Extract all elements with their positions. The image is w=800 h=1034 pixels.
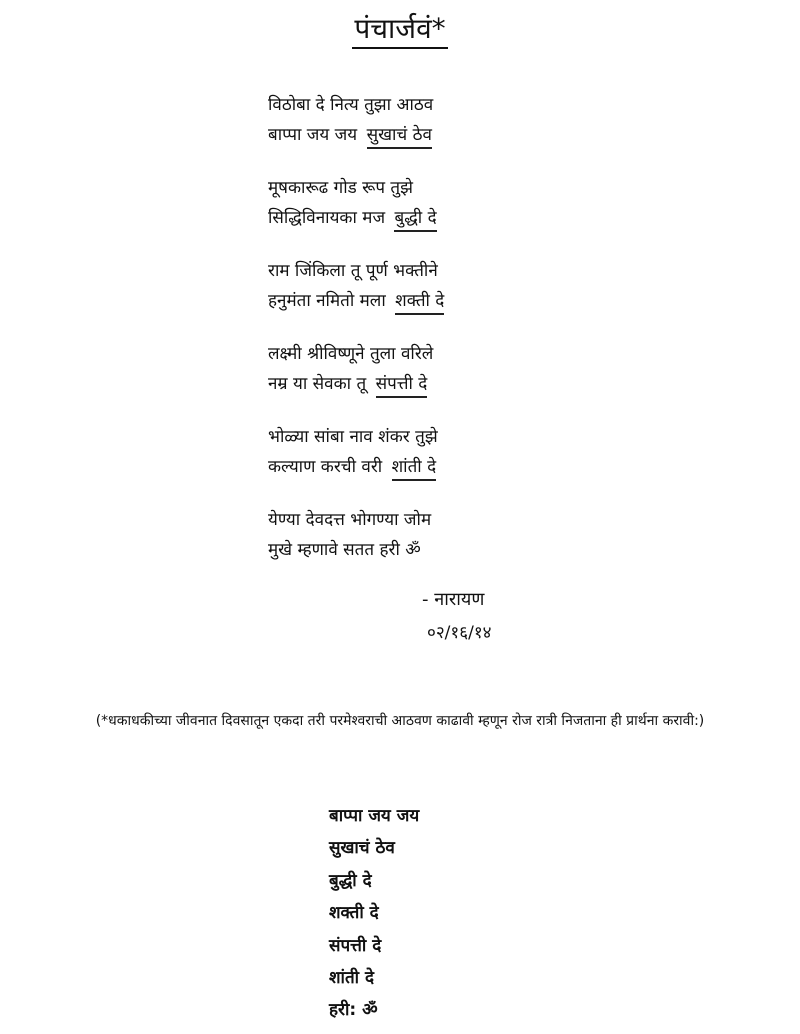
poem-line xyxy=(268,203,528,233)
poem-line: येण्या देवदत्त भोगण्या जोम xyxy=(268,510,432,530)
poem-line xyxy=(268,286,528,316)
emphasized-phrase: शक्ती दे xyxy=(395,289,444,315)
poem-stanza-1 xyxy=(268,90,528,150)
poem-line xyxy=(268,452,528,482)
poem-line: राम जिंकिला तू पूर्ण भक्तीने xyxy=(268,261,438,281)
poem-line-text: कल्याण करची वरी xyxy=(268,457,383,477)
poem-line xyxy=(268,369,528,399)
poem-line xyxy=(268,120,528,150)
poem-line-text: बाप्पा जय जय xyxy=(268,125,358,145)
poem-title xyxy=(0,12,800,49)
poem-body xyxy=(268,90,528,588)
poem-line: मुखे म्हणावे सतत हरी ॐ xyxy=(268,540,421,560)
summary-item: शांती दे xyxy=(329,968,375,989)
emphasized-phrase: सुखाचं ठेव xyxy=(367,123,432,149)
poem-title-text: पंचार्जवं* xyxy=(352,12,447,49)
poem-line-text: नम्र या सेवका तू xyxy=(268,374,367,394)
poem-line-text: हनुमंता नमितो मला xyxy=(268,291,386,311)
poem-stanza-5 xyxy=(268,422,528,482)
summary-item: बुद्धी दे xyxy=(329,870,372,891)
emphasized-phrase: बुद्धी दे xyxy=(394,206,436,232)
poem-line: लक्ष्मी श्रीविष्णूने तुला वरिले xyxy=(268,344,434,364)
prayer-note: (*धकाधकीच्या जीवनात दिवसातून एकदा तरी परमेश्वराची आठवण काढावी म्हणून रोज रात्री निजताना ही प्रार्थना करावी:) xyxy=(95,713,705,729)
emphasized-phrase: शांती दे xyxy=(392,455,437,481)
poem-line: विठोबा दे नित्य तुझा आठव xyxy=(268,95,434,115)
poem-stanza-3 xyxy=(268,256,528,316)
emphasized-phrase: संपत्ती दे xyxy=(376,372,428,398)
poem-line: भोळ्या सांबा नाव शंकर तुझे xyxy=(268,427,438,447)
summary-item: सुखाचं ठेव xyxy=(329,838,395,859)
poem-line-text: सिद्धिविनायका मज xyxy=(268,208,386,228)
poem-date: ०२/१६/१४ xyxy=(427,623,492,643)
summary-item: शक्ती दे xyxy=(329,903,379,924)
poem-stanza-2 xyxy=(268,173,528,233)
poem-stanza-4 xyxy=(268,339,528,399)
summary-list xyxy=(329,800,529,1027)
summary-item: बाप्पा जय जय xyxy=(329,806,420,826)
author-signature: - नारायण xyxy=(422,589,485,610)
summary-item: हरी: ॐ xyxy=(329,1000,378,1021)
poem-line: मूषकारूढ गोड रूप तुझे xyxy=(268,178,413,198)
poem-stanza-6 xyxy=(268,505,528,565)
summary-item: संपत्ती दे xyxy=(329,935,382,956)
